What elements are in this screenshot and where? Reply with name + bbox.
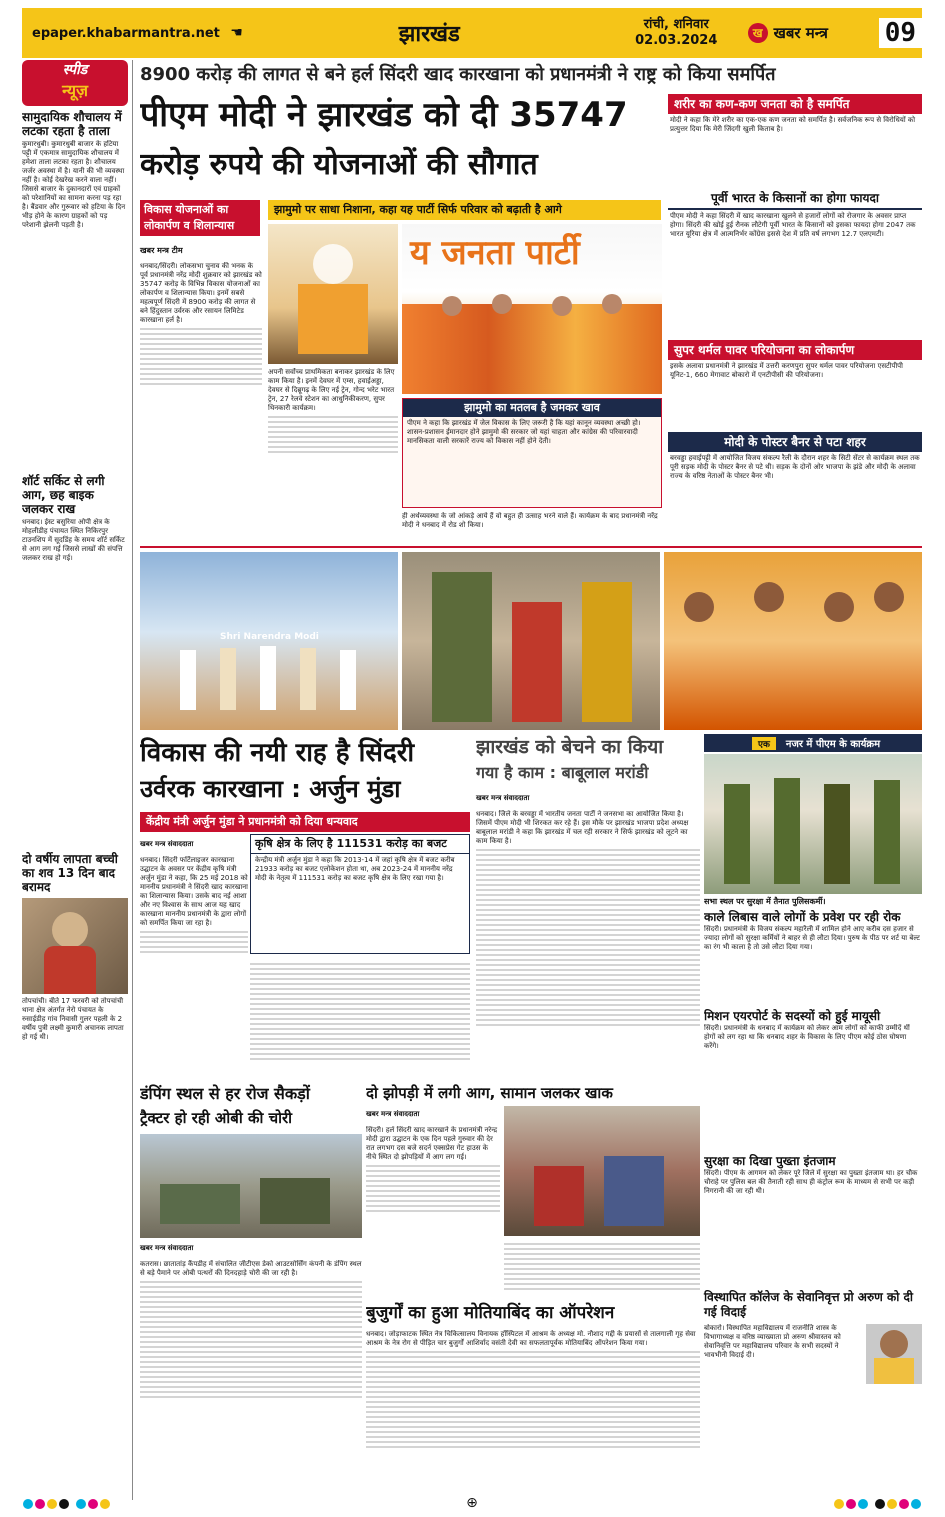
- cataract-body-text: धनबाद। जोड़ाफाटक स्थित नेत्र चिकित्सालय विनायक हॉस्पिटल में आश्रम के अध्यक्ष मो. नौशाद गद्दी के प्रयासों से तालगाली गृह सेवा आश्रम के नेत्र रोग से पीड़ित चार बुजुर्गों आशिर्वाद वसंती देवी का सफलतापूर्वक मोतियाबिंद ऑपरेशन किया गया।: [366, 1330, 696, 1347]
- fire-body-cont: [504, 1240, 700, 1296]
- bjp-poster-text: य जनता पार्टी: [410, 233, 580, 273]
- bjp-stage-photo: [402, 224, 662, 394]
- arjun-body: [140, 856, 248, 1076]
- fire-photo: [504, 1106, 700, 1236]
- section-title: झारखंड: [398, 22, 460, 47]
- jmm-strap: झामुमो पर साधा निशाना, कहा यह पार्टी सिर्फ परिवार को बढ़ाती है आगे: [268, 200, 661, 220]
- main-sub-label: विकास योजनाओं का लोकार्पण व शिलान्यास: [140, 200, 260, 236]
- speed-news-logo: [22, 60, 128, 106]
- speed-item-1-body: कुमारधुबी। कुमारधुबी बाजार के हटिया पट्टी में एकमात्र सामुदायिक शौचालय में हमेशा ताला लटका रहता है। शौचालय जर्जर अवस्था में है। यानी की भी व्यवस्था नहीं है। कोई देखरेख करने वाला नहीं। जिससे बाजार के दुकानदारों एवं ग्राहकों को परेशानियों का सामना करना पड़ रहा है। बैंडवार और गुरूवार को हटिया के दिन भीड़ होने के कारण ग्राहकों को पड़ परेशानी झेलनी पड़ती है।: [22, 140, 126, 229]
- speed-item-3-body: तोपचांची। बीते 17 फरवरी को तोपचांची थाना क्षेत्र अंतर्गत नेरो पंचायत के रुसाईडीह गांव निवासी गुलर पहली के 2 वर्षीय पुत्री लक्ष्मी कुमारी अचानक लापता हो गई थी।: [22, 997, 124, 1041]
- pm-program-caption: सभा स्थल पर सुरक्षा में तैनात पुलिसकर्मी।: [704, 897, 826, 906]
- babulal-headline-line2: गया है काम : बाबूलाल मरांडी: [476, 763, 649, 782]
- obi-byline: खबर मन्त्र संवाददाता: [140, 1244, 194, 1252]
- jmm-box-title: झामुमो का मतलब है जमकर खाव: [403, 399, 661, 417]
- obi-body-text: कतरास। छातातांड़ कैंपडीह में संचालित जीटीएस डेको आउटसोर्सिंग कंपनी के डंपिंग स्थल से बड़े पैमाने पर ओबी पत्थरों की दिनदहाड़े चोरी की जा रही है।: [140, 1260, 362, 1277]
- site-url[interactable]: epaper.khabarmantra.net: [32, 25, 220, 41]
- right-box-1-body: मोदी ने कहा कि मेरे शरीर का एक-एक कण जनता को समर्पित है। सर्वजनिक रूप से विरोधियों को प्रत्युत्तर दिया कि मेरी जिंदगी खुली किताब है।: [670, 116, 916, 133]
- footer-registration-marks: [22, 1495, 922, 1511]
- fire-body-text: सिंदरी। हर्ल सिंदरी खाद कारखाने के प्रधानमंत्री नरेन्द्र मोदी द्वारा उद्घाटन के एक दिन पहले गुरुवार की देर रात लगभग दस बजे सदर्न एक्सप्रेस गेट हाउस के नीचे स्थित दो झोपड़ियों में आग लग गई।: [366, 1126, 498, 1161]
- obi-headline-line2: ट्रैक्टर हो रही ओबी की चोरी: [140, 1109, 293, 1127]
- right-box-3-body: इसके अलावा प्रधानमंत्री ने झारखंड में उत्तरी करणपुरा सुपर थर्मल पावर परियोजना एसटीपीपी यूनिट-1, 660 मेगावाट बोकारो में एनटीपीसी की परियोजना।: [670, 362, 903, 379]
- right-box-2: [668, 188, 922, 338]
- right-box-1-title: शरीर का कण-कण जनता को है समर्पित: [668, 94, 922, 114]
- retirement-body-text: बोकारो। विस्थापित महाविद्यालय में राजनीति शास्त्र के विभागाध्यक्ष व वरिष्ठ व्याख्याता प्रो अरुण श्रीवास्तव को सेवानिवृत्ति पर महाविद्यालय परिवार के सभी सदस्यों ने भावभीनी विदाई दी।: [704, 1324, 841, 1359]
- main-byline: खबर मन्त्र टीम: [140, 246, 183, 255]
- speed-item-3-photo: [22, 898, 128, 994]
- photo-crowd: [664, 552, 922, 730]
- right-box-1: [668, 94, 922, 184]
- babulal-body: [476, 810, 700, 1076]
- news-label: न्यूज़: [62, 81, 88, 100]
- section-divider-1: [140, 546, 922, 548]
- right-box-4: [668, 432, 922, 544]
- jmm-box: [402, 398, 662, 508]
- column-divider: [132, 60, 133, 1500]
- stage-photo: [268, 224, 398, 364]
- main-headline-line1: पीएम मोदी ने झारखंड को दी 35747: [140, 95, 628, 135]
- retirement-headline: विस्थापित कॉलेज के सेवानिवृत्त प्रो अरुण को दी गई विदाई: [704, 1290, 913, 1319]
- main-body-mid: [268, 368, 398, 540]
- speed-label: स्पीड: [62, 62, 88, 78]
- arjun-byline: खबर मन्त्र संवाददाता: [140, 840, 194, 848]
- cataract-body: [366, 1330, 700, 1470]
- babulal-body-text: धनबाद। जिले के बरवड्डा में भारतीय जनता पार्टी ने जनसभा का आयोजित किया है। जिसमें पीएम मोदी भी शिरकत कर रहे हैं। इस मौके पर झारखंड भाजपा प्रदेश अध्यक्ष बाबूलाल मरांडी ने कहा कि झारखंड में चल रही सरकार ने सिर्फ झारखंड को लूटने का काम किया है।: [476, 810, 689, 845]
- budget-box: [250, 834, 470, 954]
- obi-body: [140, 1260, 362, 1470]
- brand-name: खबर मन्त्र: [773, 24, 828, 42]
- budget-box-title: कृषि क्षेत्र के लिए है 111531 करोड़ का बजट: [251, 835, 469, 854]
- photo-security-woman: [402, 552, 660, 730]
- speed-item-1-title: सामुदायिक शौचालय में लटका रहता है ताला: [22, 110, 122, 138]
- right-lower-h2: मिशन एयरपोर्ट के सदस्यों को हुई मायूसी: [704, 1009, 881, 1023]
- arjun-strap: केंद्रीय मंत्री अर्जुन मुंडा ने प्रधानमंत्री को दिया धन्यवाद: [140, 812, 470, 832]
- pm-program-header: [704, 734, 922, 752]
- right-lower-column: [704, 910, 922, 1300]
- babulal-headline-line1: झारखंड को बेचने का किया: [476, 736, 664, 758]
- budget-box-body: केन्द्रीय मंत्री अर्जुन मुंडा ने कहा कि 2013-14 में जहां कृषि क्षेत्र में बजट करीब 21933 करोड़ का बजट एलोकेशन होता था, अब 2023-24 में माननीय नरेंद्र मोदी के नेतृत्व में 111531 करोड़ का बजट कृषि क्षेत्र के लिए रखा गया है।: [255, 856, 455, 882]
- city-day: रांची, शनिवार: [643, 17, 709, 32]
- main-body-after-box: [402, 512, 662, 542]
- main-body-left: [140, 262, 262, 542]
- cataract-headline: बुजुर्गों का हुआ मोतियाबिंद का ऑपरेशन: [366, 1303, 615, 1323]
- date-block: [617, 17, 736, 49]
- photo-stage-leaders: [140, 552, 398, 730]
- right-box-4-body: बरवड्डा हवाईपट्टी में आयोजित विजय संकल्प रैली के दौरान शहर के सिटी सेंटर से कार्यक्रम स्थल तक पूरी सड़क मोदी के पोस्टर बैनर से पटे थी। सड़क के दोनों ओर भाजपा के झंडे और मोदी के अलावा राज्य के वरिष्ठ नेताओं के पोस्टर बैनर भी।: [670, 454, 920, 480]
- right-lower-b2: सिंदरी। प्रधानमंत्री के धनबाद में कार्यक्रम को लेकर आम लोगों को काफी उम्मीदें थीं होगों को लग रहा था कि धनबाद शहर के विकास के लिए पीएम कोई ठोस घोषणा करेंगे।: [704, 1024, 910, 1050]
- main-body-mid-text: अपनी सर्वोच्च प्राथमिकता बनाकर झारखंड के लिए काम किया है। इनमें देवघर में एम्स, हवाईअड्डा, देवघर से दिब्रूगढ़ के लिए नई ट्रेन, गोन्द भरेट भारत ट्रेन, 27 रेलवे स्टेशन का आधुनिकीकरण, सुपर थिनकारी कार्यक्रम।: [268, 368, 395, 412]
- poster-caption: Shri Narendra Modi: [220, 632, 319, 642]
- main-body-left-text: धनबाद/सिंदरी। लोकसभा चुनाव की भनक के पूर्व प्रधानमंत्री नरेंद्र मोदी शुक्रवार को झारखंड को 35747 करोड़ के विभिन्न विकास योजनाओं का लोकार्पण व शिलान्यास किया। इनमें सबसे महत्वपूर्ण सिंदरी में 8900 करोड़ की लागत से बने हिंदुस्तान उर्वरक और रसायन लिमिटेड कारखाना हर्ल है।: [140, 262, 262, 324]
- professor-photo: [866, 1324, 922, 1384]
- top-banner: 8900 करोड़ की लागत से बने हर्ल सिंदरी खाद कारखाना को प्रधानमंत्री ने राष्ट्र को किया समर्पित: [140, 64, 776, 85]
- right-lower-b1: सिंदरी। प्रधानमंत्री के विजय संकल्प महारैली में शामिल होने आए करीब दस हजार से ज्यादा लोगों को सुरक्षा कर्मियों ने बाहर से ही लौटा दिया। पुरुष के पीठ पर शर्ट या बेल्ट का रंग भी काला है तो उसे लौटा दिया गया।: [704, 925, 920, 951]
- jmm-box-body: पीएम ने कहा कि झारखंड में जेल विकास के लिए जरूरी है कि यहां कानून व्यवस्था अच्छी हो। शासन-प्रशासन ईमानदार होने झामुमो की सरकार जो यहां चाहता और कांग्रेस की परिवारवादी मानसिकता वाली सरकारें राज्य को विकास नहीं होने देती।: [407, 419, 641, 445]
- fire-headline: दो झोपड़ी में लगी आग, सामान जलकर खाक: [366, 1084, 613, 1102]
- fire-body: [366, 1126, 500, 1296]
- arjun-headline-line1: विकास की नयी राह है सिंदरी: [140, 738, 415, 768]
- footer-dots-left: [22, 1494, 111, 1513]
- right-box-3-title: सुपर थर्मल पावर परियोजना का लोकार्पण: [668, 340, 922, 360]
- pm-program-badge: एक: [752, 737, 776, 750]
- fire-byline: खबर मन्त्र संवाददाता: [366, 1110, 420, 1118]
- issue-date: 02.03.2024: [635, 33, 718, 48]
- right-box-3: [668, 340, 922, 430]
- right-box-4-title: मोदी के पोस्टर बैनर से पटा शहर: [668, 432, 922, 452]
- right-box-2-body: पीएम मोदी ने कहा सिंदरी में खाद कारखाना खुलने से हजारों लोगों को रोजगार के अवसर प्राप्त होगा। सिंदरी की खोई हुई रौनक लौटेगी पूर्वी भारत के किसानों को इसका फायदा होगा 2047 तक भारत यूरिया क्षेत्र में आत्मनिर्भर कोंग्रेस इससे देश में प्रति वर्ष लगभग 12.7 एलएमटी।: [670, 212, 916, 238]
- speed-item-2-body: धनबाद। ईस्ट बसुरिया ओपी क्षेत्र के मोहलीडीह पंचायत स्थित निकिरपुर टाउनशिप में सूदडिंह के समय शॉर्ट सर्किट से आग लग गई जिससे लाखों की संपत्ति जलकर राख हो गई।: [22, 518, 125, 562]
- crosshair-icon: ⊕: [466, 1495, 478, 1511]
- arjun-headline-line2: उर्वरक कारखाना : अर्जुन मुंडा: [140, 775, 401, 803]
- right-lower-h3: सुरक्षा का दिखा पुख्ता इंतजाम: [704, 1154, 836, 1168]
- speed-news-column: [22, 110, 128, 1490]
- page-number: 09: [879, 18, 922, 48]
- main-headline-line2: करोड़ रुपये की योजनाओं की सौगात: [140, 147, 538, 182]
- arjun-body-cont: [250, 960, 470, 1076]
- speed-item-3-title: दो वर्षीय लापता बच्ची का शव 13 दिन बाद बरामद: [22, 852, 118, 894]
- obi-photo: [140, 1134, 362, 1238]
- right-box-2-title: पूर्वी भारत के किसानों का होगा फायदा: [668, 188, 922, 210]
- brand-logo-icon: ख: [748, 23, 768, 43]
- right-lower-b3: सिंदरी। पीएम के आगमन को लेकर पूरे जिले में सुरक्षा का पुख्ता इंतजाम था। हर चौक चौराहे पर पुलिस बल की तैनाती रही साथ ही कंट्रोल रूम के माध्यम से सभी पर कड़ी निगरानी की जा रही थी।: [704, 1169, 918, 1195]
- pm-program-photo: [704, 754, 922, 894]
- obi-headline-line1: डंपिंग स्थल से हर रोज सैकड़ों: [140, 1084, 310, 1103]
- babulal-byline: खबर मन्त्र संवाददाता: [476, 794, 530, 802]
- footer-dots-right: [833, 1494, 922, 1513]
- page-header: [22, 8, 922, 58]
- right-lower-h1: काले लिबास वाले लोगों के प्रवेश पर रही रोक: [704, 910, 901, 924]
- retirement-body: [704, 1324, 862, 1474]
- arjun-body-text: धनबाद। सिंदरी फर्टिलाइजर कारखाना उद्घाटन के अवसर पर केंद्रीय कृषि मंत्री अर्जुन मुंडा ने कहा, कि 25 मई 2018 को माननीय प्रधानमंत्री ने सिंदरी खाद कारखाना का शिलान्यास किया। उसके बाद नई आशा और नए विश्वास के साथ आज यह खाद कारखाना माननीय प्रधानमंत्री के द्वारा लोगों को समर्पित किया जा रहा है।: [140, 856, 248, 927]
- speed-item-2-title: शॉर्ट सर्किट से लगी आग, छह बाइक जलकर राख: [22, 474, 105, 516]
- main-body-after-box-text: ही अर्थव्यवस्था के जो आंकड़े आये हैं वो बहुत ही उत्साह भरने वाले हैं। कार्यक्रम के बाद प्रधानमंत्री नरेंद्र मोदी ने धनबाद में रोड शो किया।: [402, 512, 658, 529]
- pm-program-title: नजर में पीएम के कार्यक्रम: [785, 739, 881, 750]
- cursor-icon: ☚: [230, 25, 243, 41]
